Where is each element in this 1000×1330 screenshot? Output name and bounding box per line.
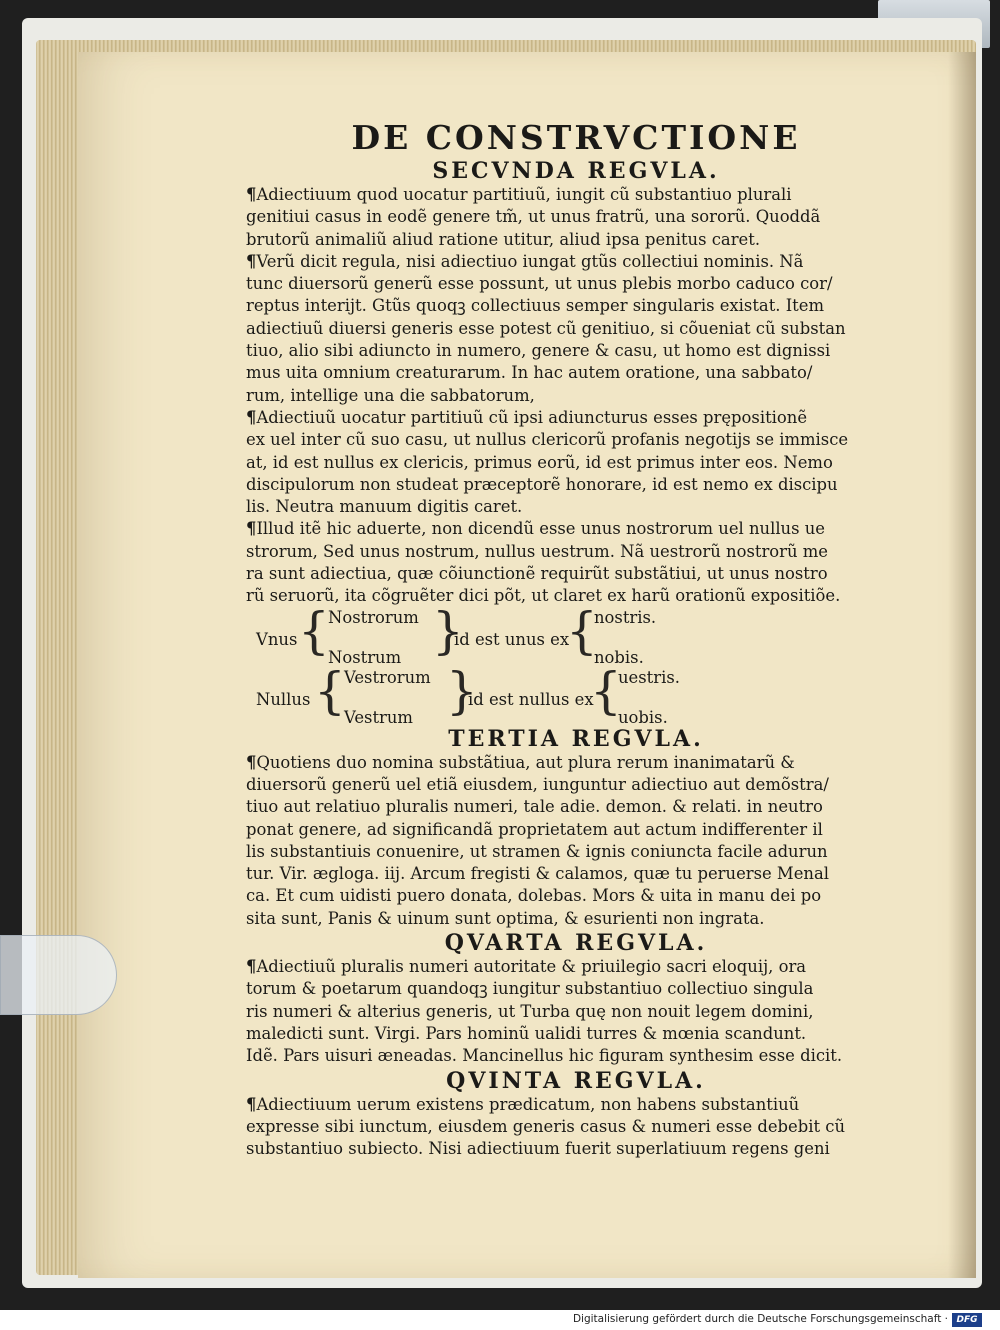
line-text: tur. Vir. ægloga. iij. Arcum fregisti & calamos, quæ tu peruerse Menal bbox=[246, 864, 829, 884]
text-line bbox=[246, 184, 906, 206]
text-line bbox=[246, 1094, 906, 1116]
line-text: lis substantiuis conuenire, ut stramen & ignis coniuncta facile adurun bbox=[246, 841, 828, 861]
text-line bbox=[246, 956, 906, 978]
line-text: tiuo, alio sibi adiuncto in numero, genere & casu, ut homo est dignissi bbox=[246, 341, 831, 361]
line-text: genitiui casus in eodẽ genere tm̃, ut unus fratrũ, una sororũ. Quoddã bbox=[246, 207, 821, 227]
footer-bar bbox=[0, 1312, 1000, 1330]
diagram-bottom-vestrum: Vestrum bbox=[344, 707, 413, 727]
line-text: ra sunt adiectiua, quæ cõiunctionẽ requirũt substãtiui, ut unus nostro bbox=[246, 564, 828, 584]
diagram-right-uestris: uestris. bbox=[618, 667, 680, 687]
page-title: DE CONSTRVCTIONE bbox=[351, 118, 801, 157]
text-line bbox=[246, 518, 906, 540]
paragraph bbox=[246, 251, 906, 407]
text-line bbox=[246, 563, 906, 585]
line-text: strorum, Sed unus nostrum, nullus uestrum. Nã uestrorũ nostrorũ me bbox=[246, 541, 828, 561]
diagram-brace: { bbox=[590, 661, 622, 720]
line-text: Idẽ. Pars uisuri æneadas. Mancinellus hic figuram synthesim esse dicit. bbox=[246, 1046, 843, 1066]
diagram-brace: } bbox=[446, 661, 478, 720]
pilcrow-mark: ¶ bbox=[246, 519, 257, 539]
tertia-paragraph bbox=[246, 752, 906, 930]
glass-weight bbox=[0, 935, 117, 1015]
text-line bbox=[246, 251, 906, 273]
line-text: maledicti sunt. Virgi. Pars hominũ ualidi turres & mœnia scandunt. bbox=[246, 1023, 807, 1043]
text-line bbox=[246, 752, 906, 774]
dfg-logo: DFG bbox=[952, 1313, 982, 1327]
line-text: Verũ dicit regula, nisi adiectiuo iungat gtũs collectiui nominis. Nã bbox=[256, 251, 804, 271]
line-text: brutorũ animaliũ aliud ratione utitur, aliud ipsa penitus caret. bbox=[246, 229, 761, 249]
diagram-top-vestrorum: Vestrorum bbox=[344, 667, 431, 687]
text-line bbox=[246, 908, 906, 930]
text-line bbox=[246, 1138, 906, 1160]
text-line bbox=[246, 429, 906, 451]
diagram-brace: { bbox=[566, 601, 598, 660]
page-text bbox=[246, 118, 906, 1160]
line-text: adiectiuũ diuersi generis esse potest cũ genitiuo, si cõueniat cũ substan bbox=[246, 318, 846, 338]
text-line bbox=[246, 206, 906, 228]
page-gutter bbox=[948, 52, 976, 1278]
line-text: diuersorũ generũ uel etiã eiusdem, iunguntur adiectiuo aut demõstra/ bbox=[246, 774, 829, 794]
line-text: discipulorum non studeat præceptorẽ honorare, id est nemo ex discipu bbox=[246, 474, 838, 494]
line-text: Adiectiuum quod uocatur partitiuũ, iungit cũ substantiuo plurali bbox=[256, 185, 792, 204]
line-text: Adiectiuum uerum existens prædicatum, non habens substantiuũ bbox=[256, 1094, 800, 1114]
text-line bbox=[246, 1045, 906, 1067]
paragraph bbox=[246, 407, 906, 518]
line-text: tunc diuersorũ generũ esse possunt, ut unus plebis morbo caduco cor/ bbox=[246, 274, 833, 294]
text-line bbox=[246, 841, 906, 863]
quarta-paragraph bbox=[246, 956, 906, 1067]
heading-secunda: SECVNDA REGVLA. bbox=[432, 158, 720, 184]
footer-credit: Digitalisierung gefördert durch die Deutsche Forschungsgemeinschaft · bbox=[572, 1313, 948, 1325]
text-line bbox=[246, 1023, 906, 1045]
line-text: Illud itẽ hic aduerte, non dicendũ esse unus nostrorum uel nullus ue bbox=[256, 519, 825, 539]
line-text: tiuo aut relatiuo pluralis numeri, tale adie. demon. & relati. in neutro bbox=[246, 797, 823, 817]
text-line bbox=[246, 318, 906, 340]
heading-tertia: TERTIA REGVLA. bbox=[448, 725, 704, 752]
text-line bbox=[246, 340, 906, 362]
line-text: expresse sibi iunctum, eiusdem generis casus & numeri esse debebit cũ bbox=[246, 1116, 846, 1136]
heading-quinta: QVINTA REGVLA. bbox=[446, 1067, 706, 1094]
pilcrow-mark: ¶ bbox=[246, 185, 257, 204]
text-line bbox=[246, 474, 906, 496]
diagram-brace: { bbox=[314, 661, 346, 720]
diagram-brace: } bbox=[432, 601, 464, 660]
text-line bbox=[246, 885, 906, 907]
pilcrow-mark: ¶ bbox=[246, 752, 257, 772]
line-text: lis. Neutra manuum digitis caret. bbox=[246, 497, 523, 517]
text-line bbox=[246, 407, 906, 429]
text-line bbox=[246, 978, 906, 1000]
line-text: substantiuo subiecto. Nisi adiectiuum fuerit superlatiuum regens geni bbox=[246, 1139, 830, 1159]
text-line bbox=[246, 295, 906, 317]
diagram-mid-unus: id est unus ex bbox=[454, 629, 570, 649]
line-text: ex uel inter cũ suo casu, ut nullus clericorũ profanis negotijs se immisce bbox=[246, 430, 849, 450]
line-text: Adiectiuũ pluralis numeri autoritate & priuilegio sacri eloquij, ora bbox=[256, 957, 807, 977]
pilcrow-mark: ¶ bbox=[246, 407, 257, 427]
text-line bbox=[246, 819, 906, 841]
diagram-mid-nullus: id est nullus ex bbox=[468, 689, 594, 709]
pilcrow-mark: ¶ bbox=[246, 1094, 257, 1114]
diagram-top-nostrorum: Nostrorum bbox=[328, 607, 419, 627]
secunda-paragraphs bbox=[246, 184, 906, 608]
text-line bbox=[246, 229, 906, 251]
pronoun-diagram bbox=[246, 601, 906, 727]
heading-quarta: QVARTA REGVLA. bbox=[444, 930, 708, 957]
line-text: ris numeri & alterius generis, ut Turba quę non nouit legem domini, bbox=[246, 1001, 814, 1021]
line-text: at, id est nullus ex clericis, primus eorũ, id est primus inter eos. Nemo bbox=[246, 452, 833, 472]
paragraph bbox=[246, 518, 906, 607]
line-text: reptus interijt. Gtũs quoqꝫ collectiuus semper singularis existat. Item bbox=[246, 296, 824, 316]
diagram-bottom-nostrum: Nostrum bbox=[328, 647, 402, 667]
pilcrow-mark: ¶ bbox=[246, 251, 257, 271]
line-text: rum, intellige una die sabbatorum, bbox=[246, 385, 535, 405]
paragraph bbox=[246, 184, 906, 251]
line-text: Quotiens duo nomina substãtiua, aut plura rerum inanimatarũ & bbox=[256, 752, 795, 772]
diagram-head-unus: Vnus bbox=[256, 629, 298, 649]
diagram-right-nostris: nostris. bbox=[594, 607, 657, 627]
text-line bbox=[246, 541, 906, 563]
text-line bbox=[246, 385, 906, 407]
line-text: sita sunt, Panis & uinum sunt optima, & esurienti non ingrata. bbox=[246, 908, 765, 928]
diagram-brace: { bbox=[298, 601, 330, 660]
text-line bbox=[246, 863, 906, 885]
pilcrow-mark: ¶ bbox=[246, 957, 257, 977]
diagram-head-nullus: Nullus bbox=[256, 689, 311, 709]
text-line bbox=[246, 1001, 906, 1023]
line-text: Adiectiuũ uocatur partitiuũ cũ ipsi adiuncturus esses prępositionẽ bbox=[256, 407, 808, 427]
text-line bbox=[246, 1116, 906, 1138]
line-text: mus uita omnium creaturarum. In hac autem oratione, una sabbato/ bbox=[246, 363, 813, 383]
quinta-paragraph bbox=[246, 1094, 906, 1161]
text-line bbox=[246, 774, 906, 796]
line-text: ca. Et cum uidisti puero donata, dolebas. Mors & uita in manu dei po bbox=[246, 886, 822, 906]
diagram-right-nobis: nobis. bbox=[594, 647, 644, 667]
text-line bbox=[246, 452, 906, 474]
line-text: ponat genere, ad significandã proprietatem aut actum indifferenter il bbox=[246, 819, 823, 839]
diagram-right-uobis: uobis. bbox=[618, 707, 668, 727]
text-line bbox=[246, 362, 906, 384]
text-line bbox=[246, 496, 906, 518]
text-line bbox=[246, 796, 906, 818]
line-text: torum & poetarum quandoqꝫ iungitur substantiuo collectiuo singula bbox=[246, 979, 814, 999]
line-text: rũ seruorũ, ita cõgruẽter dici põt, ut claret ex harũ orationũ expositiõe. bbox=[246, 586, 841, 606]
text-line bbox=[246, 273, 906, 295]
